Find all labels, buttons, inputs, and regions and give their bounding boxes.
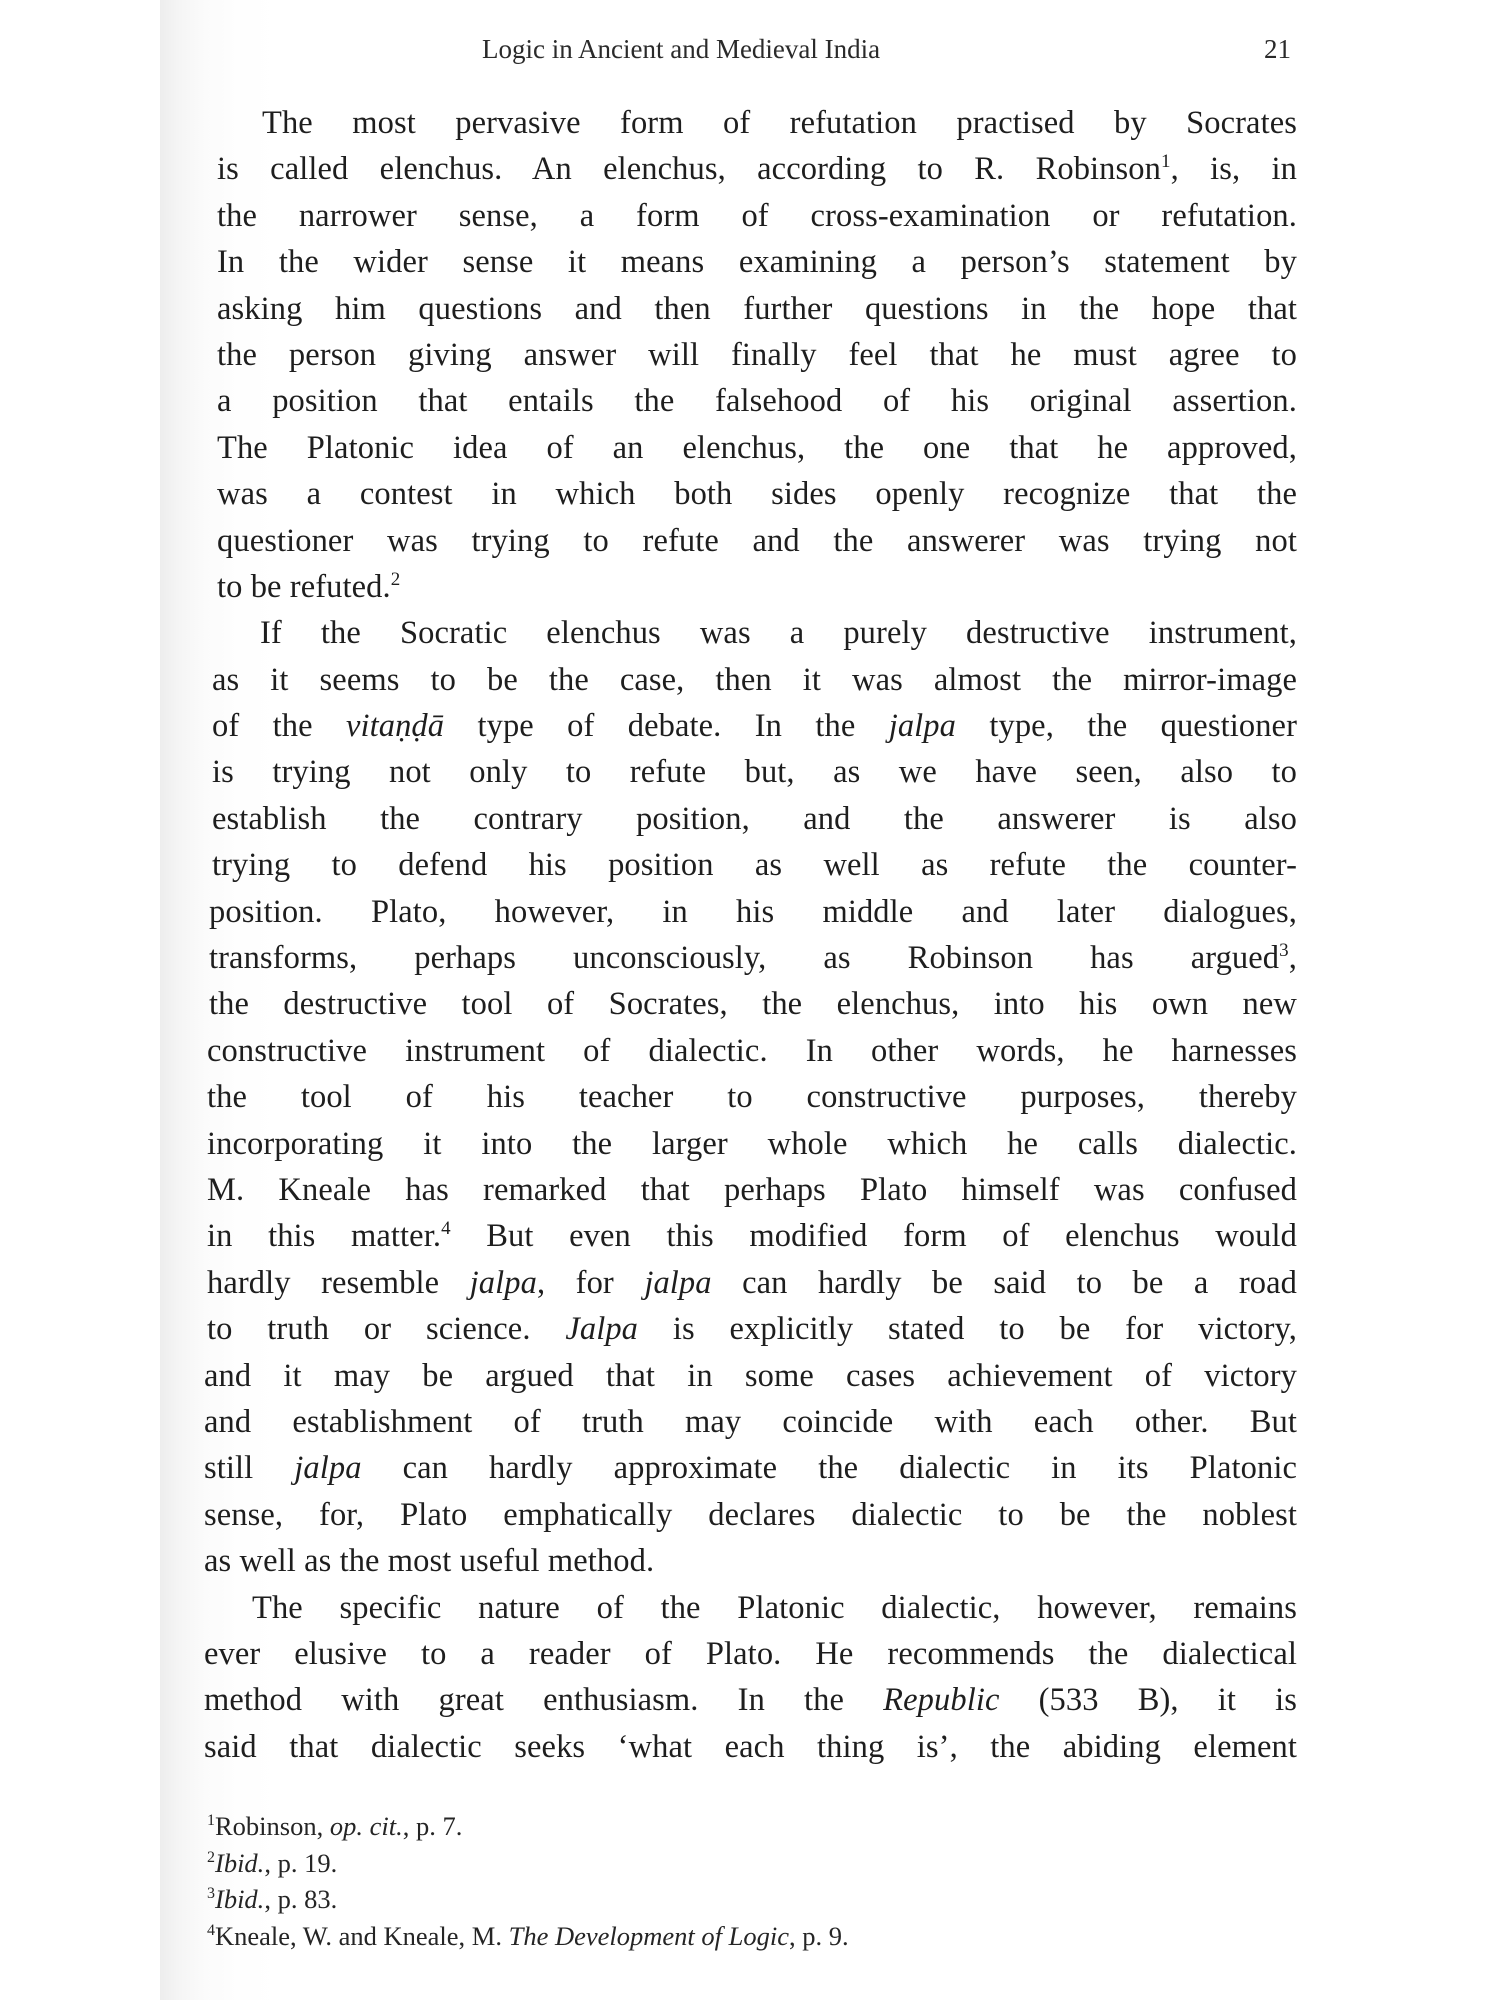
text-line: constructive instrument of dialectic. In other words, he harnesses [207, 1032, 1297, 1069]
text-line: transforms, perhaps unconsciously, as Robinson has argued$^3$, [209, 940, 1297, 977]
text-line: M. Kneale has remarked that perhaps Plato himself was confused [207, 1171, 1297, 1208]
italic-term: Jalpa [565, 1311, 639, 1348]
text-line: is trying not only to refute but, as we have seen, also to [212, 754, 1297, 791]
text-line: establish the contrary position, and the answerer is also [212, 800, 1297, 837]
footnote: $^2$Ibid., p. 19. [207, 1847, 338, 1878]
text-line: as well as the most useful method. [204, 1543, 655, 1580]
text-line: of the vitaṇḍā type of debate. In the jalpa type, the questioner [212, 708, 1297, 745]
text-line: trying to defend his position as well as refute the counter- [212, 847, 1297, 884]
footnote-marker: 4 [207, 1921, 215, 1939]
text-line: sense, for, Plato emphatically declares dialectic to be the noblest [204, 1496, 1297, 1533]
text-line: is called elenchus. An elenchus, according to R. Robinson$^1$, is, in [217, 151, 1298, 188]
italic-term: Ibid. [215, 1884, 265, 1914]
text-line: as it seems to be the case, then it was almost the mirror-image [212, 661, 1297, 698]
footnote-marker: 3 [207, 1885, 215, 1902]
text-line: the narrower sense, a form of cross-examination or refutation. [217, 197, 1297, 234]
text-line: hardly resemble jalpa, for jalpa can hardly be said to be a road [207, 1264, 1297, 1301]
text-line: and establishment of truth may coincide with each other. But [204, 1403, 1297, 1440]
italic-term: Republic [883, 1682, 1000, 1719]
text-line: asking him questions and then further questions in the hope that [217, 290, 1297, 327]
text-line: was a contest in which both sides openly recognize that the [217, 476, 1297, 513]
running-title: Logic in Ancient and Medieval India [482, 34, 881, 64]
footnote-marker: 1 [1160, 151, 1171, 173]
italic-term: The Development of Logic [508, 1920, 790, 1951]
text-line: said that dialectic seeks ‘what each thing is’, the abiding element [204, 1728, 1297, 1765]
footnote: $^4$Kneale, W. and Kneale, M. The Development of Logic, p. 9. [207, 1920, 849, 1951]
text-line: ever elusive to a reader of Plato. He recommends the dialectical [204, 1635, 1297, 1672]
text-line: still jalpa can hardly approximate the dialectic in its Platonic [204, 1450, 1297, 1487]
text-line: to be refuted.$^2$ [217, 568, 401, 605]
footnote: $^3$Ibid., p. 83. [207, 1884, 338, 1914]
italic-term: jalpa [294, 1450, 362, 1487]
italic-term: jalpa [469, 1264, 537, 1301]
italic-term: jalpa [644, 1264, 712, 1301]
italic-term: jalpa [888, 708, 957, 745]
page-number: 21 [1264, 34, 1291, 64]
footnote-marker: 1 [207, 1812, 215, 1829]
italic-term: Ibid. [215, 1847, 265, 1878]
footnote: $^1$Robinson, op. cit., p. 7. [207, 1811, 463, 1841]
text-line: method with great enthusiasm. In the Republic (533 B), it is [204, 1682, 1297, 1719]
text-line: the destructive tool of Socrates, the elenchus, into his own new [209, 986, 1297, 1023]
text-line: incorporating it into the larger whole which he calls dialectic. [207, 1125, 1297, 1162]
text-line: The specific nature of the Platonic dialectic, however, remains [252, 1589, 1297, 1626]
italic-term: op. cit. [329, 1811, 403, 1841]
footnote-marker: 3 [1279, 940, 1289, 962]
text-line: The Platonic idea of an elenchus, the one that he approved, [217, 429, 1297, 466]
text-line: and it may be argued that in some cases achievement of victory [204, 1357, 1297, 1394]
text-line: the person giving answer will finally feel that he must agree to [217, 336, 1297, 373]
text-line: If the Socratic elenchus was a purely destructive instrument, [260, 615, 1297, 652]
text-line: in this matter.$^4$ But even this modified form of elenchus would [207, 1218, 1297, 1255]
text-line: to truth or science. Jalpa is explicitly stated to be for victory, [207, 1311, 1297, 1348]
footnote-marker: 2 [390, 568, 401, 590]
footnote-marker: 2 [207, 1848, 215, 1866]
text-line: the tool of his teacher to constructive purposes, thereby [207, 1079, 1297, 1116]
text-line: In the wider sense it means examining a person’s statement by [217, 244, 1297, 281]
text-line: a position that entails the falsehood of his original assertion. [217, 383, 1297, 420]
text-line: position. Plato, however, in his middle and later dialogues, [209, 893, 1297, 930]
footnote-marker: 4 [441, 1218, 451, 1240]
italic-term: vitaṇḍā [345, 708, 445, 745]
footnotes [207, 1808, 1107, 1954]
text-line: The most pervasive form of refutation practised by Socrates [262, 105, 1297, 141]
text-line: questioner was trying to refute and the answerer was trying not [217, 522, 1297, 559]
body-text [204, 100, 1298, 1770]
